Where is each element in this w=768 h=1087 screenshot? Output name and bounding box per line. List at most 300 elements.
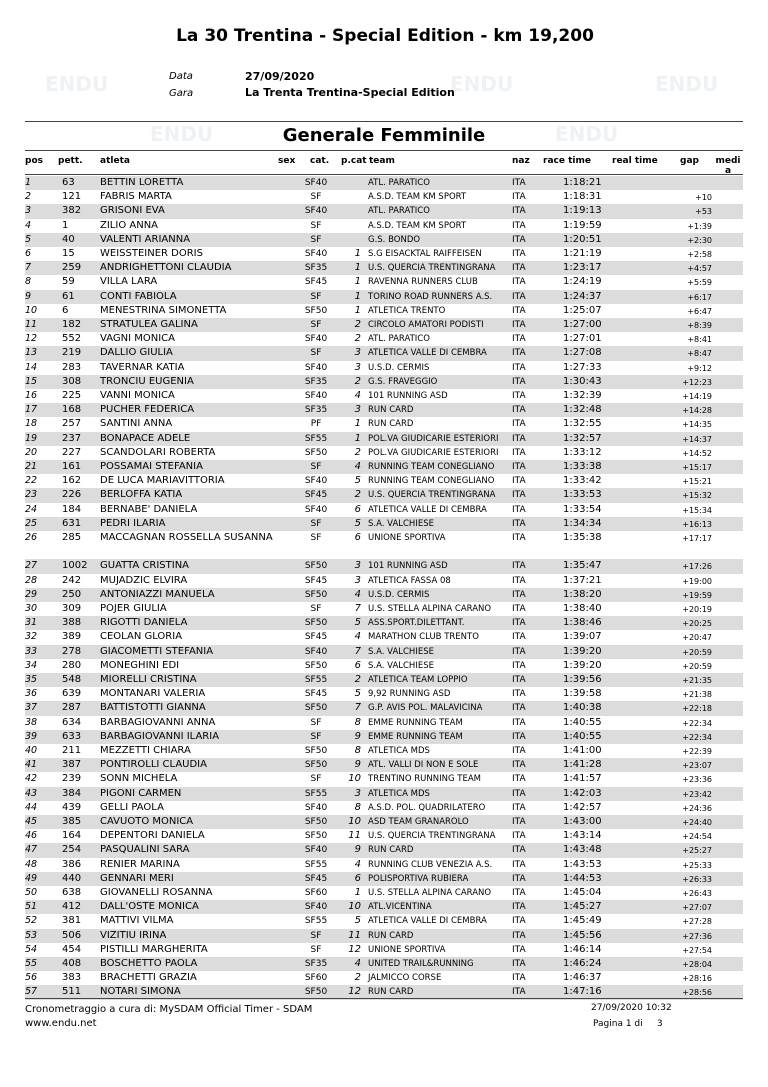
row-nation: ITA <box>512 802 526 813</box>
row-team: U.S. QUERCIA TRENTINGRANA <box>368 831 496 842</box>
row-category-rank: 1 <box>354 887 361 898</box>
row-category-rank: 8 <box>354 801 361 813</box>
row-category: SF50 <box>304 305 328 316</box>
row-category: SF40 <box>304 334 328 345</box>
row-gap: +28:16 <box>682 974 712 984</box>
row-team: ATL. PARATICO <box>368 178 430 188</box>
race-title: La 30 Trentina - Special Edition - km 19,200 <box>176 26 594 46</box>
row-gap: +15:17 <box>682 463 712 472</box>
row-race-time: 1:44:53 <box>563 872 602 884</box>
row-race-time: 1:33:53 <box>563 489 602 501</box>
row-pos: 16 <box>25 390 38 401</box>
row-nation: ITA <box>512 178 526 188</box>
row-athlete: PEDRI ILARIA <box>100 517 166 529</box>
row-race-time: 1:40:38 <box>563 702 602 714</box>
table-row <box>25 602 743 616</box>
row-team: U.S.D. CERMIS <box>368 362 430 373</box>
table-row <box>25 559 743 573</box>
row-pos: 51 <box>25 901 38 913</box>
row-athlete: NOTARI SIMONA <box>100 986 181 998</box>
row-gap: +8:39 <box>687 321 712 330</box>
row-race-time: 1:32:57 <box>563 432 602 444</box>
row-team: RUN CARD <box>368 987 414 998</box>
row-athlete: WEISSTEINER DORIS <box>100 248 203 259</box>
row-nation: ITA <box>512 646 526 657</box>
row-gap: +24:54 <box>682 832 712 842</box>
row-category: SF45 <box>304 632 328 643</box>
row-pos: 24 <box>25 503 38 515</box>
row-pos: 45 <box>25 816 38 827</box>
row-gap: +28:04 <box>682 960 712 969</box>
row-pos: 54 <box>25 943 38 955</box>
row-race-time: 1:32:39 <box>563 390 602 401</box>
row-team: ATLETICA VALLE DI CEMBRA <box>368 916 487 927</box>
row-category: SF50 <box>304 703 328 714</box>
row-category-rank: 12 <box>348 943 361 955</box>
row-team: 101 RUNNING ASD <box>368 561 448 572</box>
row-category: SF45 <box>304 873 328 884</box>
row-pos: 14 <box>25 361 38 373</box>
row-category: SF40 <box>304 249 328 259</box>
row-bib: 633 <box>62 730 82 742</box>
row-category: SF <box>310 944 322 955</box>
row-gap: +6:17 <box>687 292 712 302</box>
row-category-rank: 7 <box>354 702 361 714</box>
row-pos: 48 <box>25 858 38 870</box>
row-pos: 5 <box>25 233 32 245</box>
row-race-time: 1:35:38 <box>563 532 602 543</box>
table-row <box>25 872 743 886</box>
row-nation: ITA <box>512 376 526 387</box>
row-pos: 18 <box>25 418 38 430</box>
row-team: G.P. AVIS POL. MALAVICINA <box>368 703 483 714</box>
row-team: RUN CARD <box>368 930 414 941</box>
table-row <box>25 843 743 857</box>
row-race-time: 1:46:37 <box>563 972 602 984</box>
row-category: SF50 <box>304 831 328 842</box>
row-bib: 278 <box>62 645 82 657</box>
row-nation: ITA <box>512 987 526 998</box>
row-nation: ITA <box>512 561 526 572</box>
table-row <box>25 971 743 985</box>
row-category: SF <box>310 462 322 472</box>
table-row <box>25 588 743 602</box>
row-nation: ITA <box>512 959 526 969</box>
row-team: TRENTINO RUNNING TEAM <box>368 774 481 785</box>
row-bib: 382 <box>62 205 82 217</box>
row-gap: +14:37 <box>682 434 712 444</box>
row-nation: ITA <box>512 533 526 543</box>
row-athlete: ANTONIAZZI MANUELA <box>100 588 215 600</box>
row-gap: +27:28 <box>682 917 712 927</box>
row-category-rank: 2 <box>354 333 361 345</box>
row-category: SF45 <box>304 490 328 501</box>
row-bib: 219 <box>62 347 82 359</box>
row-pos: 50 <box>25 887 38 898</box>
table-row <box>25 929 743 943</box>
row-athlete: TRONCIU EUGENIA <box>100 375 194 387</box>
col-real-time: real time <box>612 156 658 166</box>
row-category: SF45 <box>304 689 328 700</box>
row-category: SF35 <box>304 376 328 387</box>
watermark-logo: ENDU <box>555 122 619 146</box>
timing-credit: Cronometraggio a cura di: MySDAM Official Timer - SDAM <box>25 1004 313 1015</box>
row-category-rank: 12 <box>348 986 361 998</box>
row-team: ATLETICA TEAM LOPPIO <box>368 675 468 685</box>
row-gap: +8:41 <box>687 335 712 345</box>
row-gap: +9:12 <box>687 363 712 373</box>
table-row <box>25 275 743 289</box>
row-category-rank: 9 <box>354 759 361 771</box>
row-pos: 3 <box>25 205 32 217</box>
row-category: SF <box>310 518 322 529</box>
table-row <box>25 787 743 801</box>
table-row <box>25 630 743 644</box>
table-row <box>25 460 743 474</box>
col-race-time: race time <box>543 156 591 166</box>
row-bib: 227 <box>62 446 82 458</box>
row-athlete: GIACOMETTI STEFANIA <box>100 645 214 657</box>
row-athlete: BETTIN LORETTA <box>100 177 184 188</box>
row-nation: ITA <box>512 675 526 685</box>
row-athlete: DEPENTORI DANIELA <box>100 830 205 842</box>
table-row <box>25 730 743 744</box>
row-nation: ITA <box>512 192 526 203</box>
row-team: G.S. BONDO <box>368 234 421 245</box>
row-bib: 285 <box>62 532 82 543</box>
row-category-rank: 4 <box>354 958 361 969</box>
row-team: POL.VA GIUDICARIE ESTERIORI <box>368 447 499 458</box>
row-category: SF35 <box>304 959 328 969</box>
row-team: RUNNING TEAM CONEGLIANO <box>368 476 495 487</box>
row-team: POL.VA GIUDICARIE ESTERIORI <box>368 433 499 444</box>
row-team: ATL. PARATICO <box>368 334 430 345</box>
row-category-rank: 7 <box>354 603 361 614</box>
row-category-rank: 11 <box>348 830 361 842</box>
row-athlete: VILLA LARA <box>100 276 158 288</box>
row-category-rank: 2 <box>354 674 361 685</box>
row-athlete: MONTANARI VALERIA <box>100 688 206 700</box>
row-category: SF <box>310 604 322 614</box>
table-row <box>25 701 743 715</box>
row-pos: 40 <box>25 745 38 756</box>
row-race-time: 1:47:16 <box>563 986 602 998</box>
row-nation: ITA <box>512 305 526 316</box>
divider <box>25 174 743 175</box>
row-pos: 31 <box>25 617 38 629</box>
table-row <box>25 318 743 332</box>
col-pos: pos <box>25 156 43 166</box>
row-bib: 121 <box>62 191 82 203</box>
row-bib: 259 <box>62 262 82 274</box>
row-nation: ITA <box>512 774 526 785</box>
row-race-time: 1:38:40 <box>563 603 602 614</box>
row-gap: +14:52 <box>682 448 712 458</box>
row-bib: 40 <box>62 233 75 245</box>
col-gap: gap <box>680 156 699 166</box>
row-athlete: VALENTI ARIANNA <box>100 233 191 245</box>
row-race-time: 1:27:01 <box>563 333 602 345</box>
table-row <box>25 403 743 417</box>
row-bib: 182 <box>62 319 82 330</box>
row-race-time: 1:24:37 <box>563 290 602 302</box>
row-race-time: 1:19:13 <box>563 205 602 217</box>
row-nation: ITA <box>512 703 526 714</box>
row-team: MARATHON CLUB TRENTO <box>368 632 479 643</box>
row-category: SF50 <box>304 447 328 458</box>
row-team: S.G EISACKTAL RAIFFEISEN <box>368 249 482 259</box>
row-category: PF <box>310 419 322 430</box>
row-gap: +15:32 <box>682 491 712 501</box>
row-category: SF35 <box>304 263 328 274</box>
row-bib: 254 <box>62 844 82 856</box>
row-pos: 32 <box>25 631 38 643</box>
row-category: SF55 <box>304 788 328 799</box>
row-bib: 280 <box>62 659 82 671</box>
row-pos: 42 <box>25 773 38 785</box>
row-nation: ITA <box>512 334 526 345</box>
row-race-time: 1:42:57 <box>563 801 602 813</box>
row-team: UNIONE SPORTIVA <box>368 944 446 955</box>
row-team: S.A. VALCHIESE <box>368 646 434 657</box>
row-pos: 44 <box>25 801 38 813</box>
row-nation: ITA <box>512 632 526 643</box>
row-bib: 387 <box>62 759 82 771</box>
row-category: SF35 <box>304 405 328 416</box>
table-row <box>25 914 743 928</box>
row-category: SF50 <box>304 746 328 756</box>
row-category-rank: 1 <box>354 290 361 302</box>
row-nation: ITA <box>512 277 526 288</box>
row-race-time: 1:37:21 <box>563 574 602 586</box>
row-pos: 47 <box>25 844 38 856</box>
row-category: SF50 <box>304 660 328 671</box>
row-race-time: 1:39:56 <box>563 674 602 685</box>
row-pos: 39 <box>25 730 38 742</box>
table-row <box>25 616 743 630</box>
table-row <box>25 772 743 786</box>
row-athlete: SONN MICHELA <box>100 773 178 785</box>
table-row <box>25 176 743 190</box>
row-pos: 6 <box>25 248 32 259</box>
row-gap: +26:43 <box>682 889 712 898</box>
row-team: U.S. STELLA ALPINA CARANO <box>368 604 492 614</box>
row-nation: ITA <box>512 391 526 401</box>
row-team: UNIONE SPORTIVA <box>368 533 446 543</box>
row-bib: 287 <box>62 702 82 714</box>
website-link[interactable]: www.endu.net <box>25 1018 97 1029</box>
row-category-rank: 5 <box>354 915 361 927</box>
row-pos: 37 <box>25 702 38 714</box>
race-label: Gara <box>169 88 194 99</box>
row-race-time: 1:40:55 <box>563 730 602 742</box>
table-row <box>25 829 743 843</box>
row-team: 101 RUNNING ASD <box>368 391 448 401</box>
row-athlete: BERLOFFA KATIA <box>100 489 183 501</box>
row-nation: ITA <box>512 760 526 771</box>
row-nation: ITA <box>512 717 526 728</box>
row-gap: +21:35 <box>682 676 712 685</box>
row-race-time: 1:24:19 <box>563 276 602 288</box>
row-category: SF40 <box>304 362 328 373</box>
row-team: ASS.SPORT.DILETTANT. <box>368 618 465 629</box>
row-nation: ITA <box>512 873 526 884</box>
table-row <box>25 815 743 829</box>
row-bib: 454 <box>62 943 82 955</box>
row-category-rank: 2 <box>354 972 361 984</box>
row-category-rank: 3 <box>354 404 361 416</box>
row-nation: ITA <box>512 944 526 955</box>
row-nation: ITA <box>512 206 526 217</box>
row-nation: ITA <box>512 504 526 515</box>
row-athlete: SANTINI ANNA <box>100 418 173 430</box>
row-bib: 388 <box>62 617 82 629</box>
row-bib: 239 <box>62 773 82 785</box>
row-athlete: BOSCHETTO PAOLA <box>100 958 198 969</box>
row-athlete: SCANDOLARI ROBERTA <box>100 446 216 458</box>
row-pos: 1 <box>25 177 32 188</box>
row-bib: 59 <box>62 276 75 288</box>
row-athlete: MATTIVI VILMA <box>100 915 174 927</box>
table-row <box>25 417 743 431</box>
row-pos: 38 <box>25 716 38 728</box>
row-bib: 250 <box>62 588 82 600</box>
row-category-rank: 4 <box>354 631 361 643</box>
row-gap: +16:13 <box>682 519 712 529</box>
row-gap: +20:25 <box>682 619 712 629</box>
row-nation: ITA <box>512 433 526 444</box>
col-cat: cat. <box>310 156 330 166</box>
row-athlete: DE LUCA MARIAVITTORIA <box>100 475 225 487</box>
row-gap: +22:34 <box>682 732 712 742</box>
row-athlete: PIGONI CARMEN <box>100 787 182 799</box>
row-pos: 12 <box>25 333 38 345</box>
row-team: RUN CARD <box>368 405 414 416</box>
row-gap: +14:35 <box>682 420 712 430</box>
row-pos: 21 <box>25 461 38 472</box>
row-category-rank: 2 <box>354 375 361 387</box>
row-pos: 57 <box>25 986 38 998</box>
row-bib: 638 <box>62 887 82 898</box>
row-category-rank: 1 <box>354 418 361 430</box>
row-pos: 23 <box>25 489 38 501</box>
row-category: SF50 <box>304 760 328 771</box>
row-athlete: CONTI FABIOLA <box>100 290 177 302</box>
row-race-time: 1:43:48 <box>563 844 602 856</box>
row-bib: 639 <box>62 688 82 700</box>
row-category-rank: 4 <box>354 390 361 401</box>
row-athlete: BATTISTOTTI GIANNA <box>100 702 206 714</box>
row-category: SF50 <box>304 987 328 998</box>
row-category-rank: 1 <box>354 262 361 274</box>
row-pos: 56 <box>25 972 38 984</box>
row-race-time: 1:41:28 <box>563 759 602 771</box>
row-category: SF <box>310 320 322 330</box>
row-gap: +20:59 <box>682 661 712 671</box>
row-race-time: 1:25:07 <box>563 304 602 316</box>
row-pos: 2 <box>25 191 32 203</box>
row-bib: 257 <box>62 418 82 430</box>
row-bib: 412 <box>62 901 82 913</box>
row-gap: +2:30 <box>687 235 712 245</box>
row-athlete: ANDRIGHETTONI CLAUDIA <box>100 262 232 274</box>
row-category-rank: 6 <box>354 659 361 671</box>
row-athlete: STRATULEA GALINA <box>100 319 198 330</box>
row-category-rank: 3 <box>354 347 361 359</box>
row-nation: ITA <box>512 518 526 529</box>
row-team: ATLETICA VALLE DI CEMBRA <box>368 504 487 515</box>
table-row <box>25 332 743 346</box>
row-race-time: 1:43:14 <box>563 830 602 842</box>
row-team: ATLETICA MDS <box>368 746 430 756</box>
row-team: RUNNING TEAM CONEGLIANO <box>368 462 495 472</box>
row-athlete: GELLI PAOLA <box>100 801 164 813</box>
row-pos: 55 <box>25 958 38 969</box>
row-gap: +53 <box>695 207 712 217</box>
table-row <box>25 304 743 318</box>
row-race-time: 1:27:08 <box>563 347 602 359</box>
row-race-time: 1:19:59 <box>563 219 602 231</box>
row-race-time: 1:45:56 <box>563 929 602 941</box>
row-nation: ITA <box>512 916 526 927</box>
row-athlete: DALLIO GIULIA <box>100 347 173 359</box>
row-athlete: MENESTRINA SIMONETTA <box>100 304 227 316</box>
row-pos: 53 <box>25 929 38 941</box>
row-team: U.S. QUERCIA TRENTINGRANA <box>368 263 496 274</box>
table-row <box>25 758 743 772</box>
row-race-time: 1:45:49 <box>563 915 602 927</box>
table-row <box>25 219 743 233</box>
row-team: CIRCOLO AMATORI PODISTI <box>368 320 484 330</box>
row-category: SF50 <box>304 817 328 827</box>
row-race-time: 1:39:20 <box>563 659 602 671</box>
row-nation: ITA <box>512 888 526 898</box>
divider <box>25 998 743 999</box>
row-bib: 1002 <box>62 560 88 572</box>
row-athlete: PISTILLI MARGHERITA <box>100 943 208 955</box>
row-athlete: POJER GIULIA <box>100 603 167 614</box>
row-bib: 631 <box>62 517 82 529</box>
row-nation: ITA <box>512 263 526 274</box>
row-team: JALMICCO CORSE <box>368 973 442 984</box>
row-race-time: 1:27:33 <box>563 361 602 373</box>
row-category-rank: 6 <box>354 532 361 543</box>
row-gap: +17:26 <box>682 562 712 572</box>
row-team: ATLETICA TRENTO <box>368 305 446 316</box>
row-category: SF40 <box>304 504 328 515</box>
row-team: RUN CARD <box>368 845 414 856</box>
row-bib: 242 <box>62 574 82 586</box>
col-atleta: atleta <box>100 156 130 166</box>
watermark-logo: ENDU <box>655 72 719 96</box>
row-athlete: DALL'OSTE MONICA <box>100 901 199 913</box>
row-pos: 34 <box>25 659 38 671</box>
row-category: SF40 <box>304 206 328 217</box>
col-pcat: p.cat <box>341 156 367 166</box>
row-race-time: 1:33:38 <box>563 461 602 472</box>
row-gap: +27:07 <box>682 903 712 913</box>
row-race-time: 1:20:51 <box>563 233 602 245</box>
row-pos: 10 <box>25 304 38 316</box>
row-race-time: 1:46:24 <box>563 958 602 969</box>
watermark-logo: ENDU <box>150 122 214 146</box>
row-race-time: 1:43:00 <box>563 816 602 827</box>
row-gap: +14:28 <box>682 406 712 416</box>
row-athlete: MEZZETTI CHIARA <box>100 745 191 756</box>
row-team: ATL.VICENTINA <box>368 902 432 913</box>
row-athlete: ZILIO ANNA <box>100 219 159 231</box>
row-category-rank: 11 <box>348 929 361 941</box>
